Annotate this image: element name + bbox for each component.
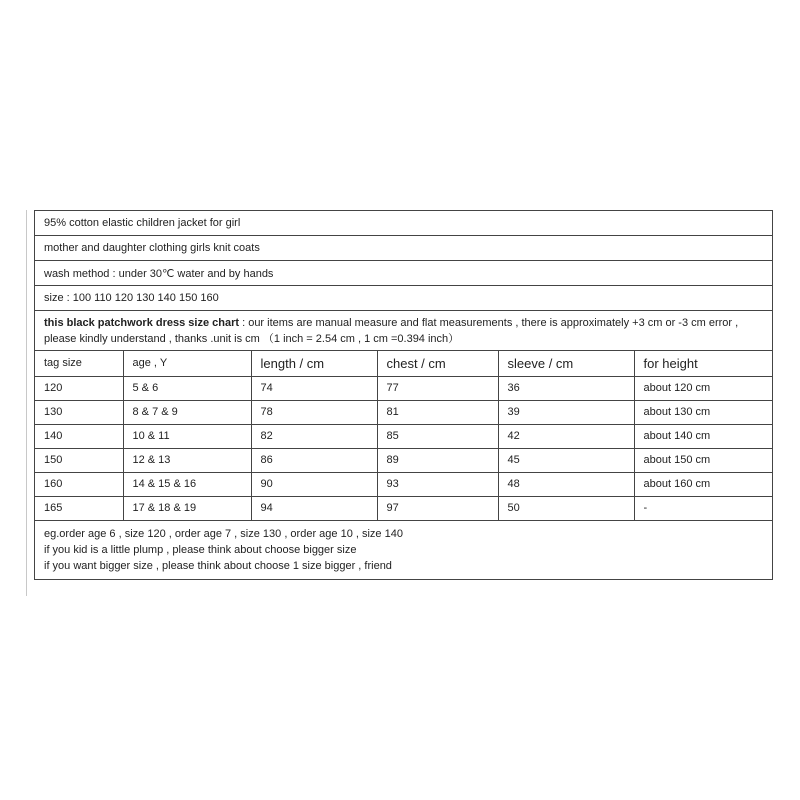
table-row [35, 496, 772, 520]
advice-line2: if you kid is a little plump , please think about choose bigger size [44, 543, 357, 556]
product-title: 95% cotton elastic children jacket for girl [35, 211, 772, 236]
header-length: length / cm [251, 351, 377, 376]
cell-chest: 85 [377, 424, 498, 448]
cell-tag-size: 165 [35, 496, 123, 520]
product-subtitle: mother and daughter clothing girls knit coats [35, 236, 772, 261]
cell-sleeve: 50 [498, 496, 634, 520]
header-for-height: for height [634, 351, 772, 376]
table-row [35, 472, 772, 496]
note-bold-label: this black patchwork dress size chart [44, 317, 240, 329]
cell-length: 74 [251, 376, 377, 400]
cell-sleeve: 42 [498, 424, 634, 448]
header-age: age , Y [123, 351, 251, 376]
table-header-row [35, 351, 772, 376]
cell-chest: 89 [377, 448, 498, 472]
cell-height: about 150 cm [634, 448, 772, 472]
cell-length: 82 [251, 424, 377, 448]
cell-length: 78 [251, 400, 377, 424]
cell-sleeve: 48 [498, 472, 634, 496]
advice-line1: eg.order age 6 , size 120 , order age 7 , size 130 , order age 10 , size 140 [44, 527, 403, 540]
note-text: : our items are manual measure and flat measurements , there is approximately +3 cm or -3 cm error , [239, 317, 739, 329]
header-tag-size: tag size [35, 351, 123, 376]
cell-age: 5 & 6 [123, 376, 251, 400]
cell-chest: 77 [377, 376, 498, 400]
header-chest: chest / cm [377, 351, 498, 376]
cell-height: - [634, 496, 772, 520]
cell-age: 8 & 7 & 9 [123, 400, 251, 424]
cell-height: about 140 cm [634, 424, 772, 448]
cell-chest: 81 [377, 400, 498, 424]
cell-length: 86 [251, 448, 377, 472]
cell-age: 14 & 15 & 16 [123, 472, 251, 496]
table-row [35, 376, 772, 400]
cell-height: about 160 cm [634, 472, 772, 496]
cell-tag-size: 140 [35, 424, 123, 448]
cell-height: about 120 cm [634, 376, 772, 400]
size-chart-document [34, 210, 773, 580]
cell-sleeve: 36 [498, 376, 634, 400]
cell-sleeve: 39 [498, 400, 634, 424]
table-row [35, 448, 772, 472]
cell-age: 12 & 13 [123, 448, 251, 472]
advice-line3: if you want bigger size , please think about choose 1 size bigger , friend [44, 559, 392, 572]
size-list: size : 100 110 120 130 140 150 160 [35, 286, 772, 311]
header-sleeve: sleeve / cm [498, 351, 634, 376]
cell-chest: 93 [377, 472, 498, 496]
table-row [35, 400, 772, 424]
cell-tag-size: 150 [35, 448, 123, 472]
cell-tag-size: 130 [35, 400, 123, 424]
cell-length: 90 [251, 472, 377, 496]
cell-chest: 97 [377, 496, 498, 520]
ordering-advice [35, 521, 772, 579]
size-table [35, 351, 772, 521]
cell-tag-size: 160 [35, 472, 123, 496]
cell-tag-size: 120 [35, 376, 123, 400]
cell-sleeve: 45 [498, 448, 634, 472]
table-row [35, 424, 772, 448]
left-margin-rule [26, 210, 27, 596]
wash-method: wash method : under 30℃ water and by hands [35, 261, 772, 286]
cell-length: 94 [251, 496, 377, 520]
cell-height: about 130 cm [634, 400, 772, 424]
measurement-note [35, 311, 772, 351]
measurement-note-line1 [44, 315, 763, 331]
cell-age: 10 & 11 [123, 424, 251, 448]
cell-age: 17 & 18 & 19 [123, 496, 251, 520]
measurement-note-line2: please kindly understand , thanks .unit is cm （1 inch = 2.54 cm , 1 cm =0.394 inch） [44, 333, 460, 345]
